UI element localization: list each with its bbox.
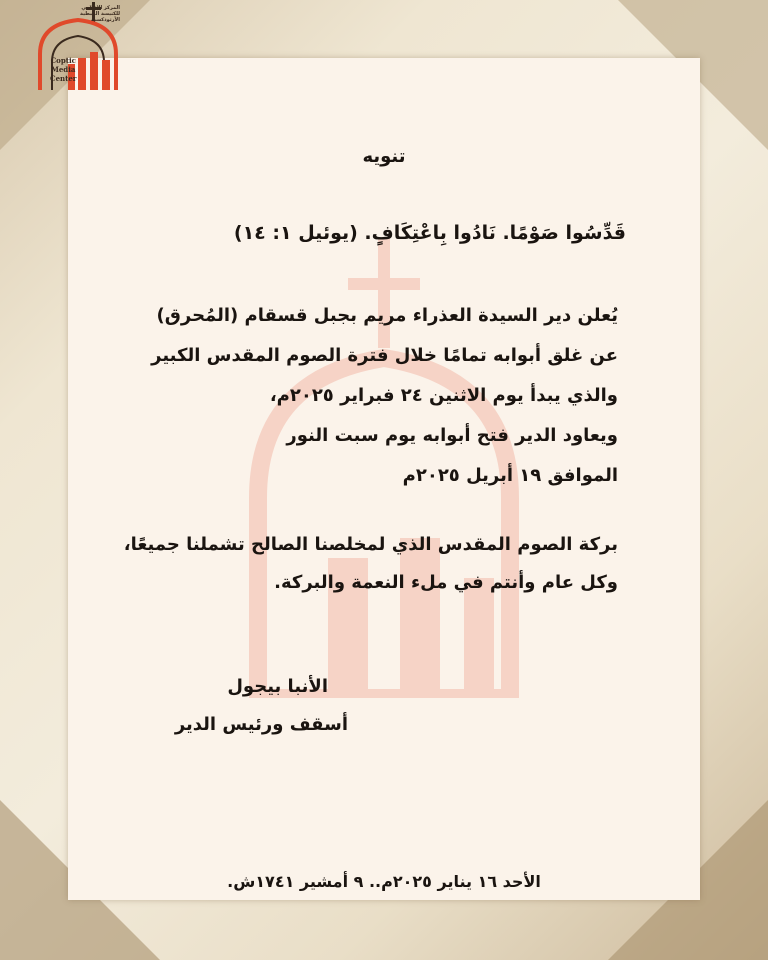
blessing-paragraph	[124, 526, 618, 602]
logo-name-line-1: Coptic	[50, 56, 76, 65]
blessing-line: بركة الصوم المقدس الذي لمخلصنا الصالح تشملنا جميعًا،	[123, 534, 618, 555]
body-line: والذي يبدأ يوم الاثنين ٢٤ فبراير ٢٠٢٥م،	[269, 385, 618, 406]
logo-org-line-1: المركز الإعلامي	[81, 5, 120, 11]
notice-title: تنويه	[362, 146, 406, 167]
signature-name: الأنبا بيجول	[227, 676, 328, 697]
body-line: ويعاود الدير فتح أبوابه يوم سبت النور	[286, 425, 618, 446]
blessing-line: وكل عام وأنتم في ملء النعمة والبركة.	[274, 572, 618, 593]
announcement-body	[151, 296, 618, 496]
logo-org-line-2: للكنيسة القبطية الأرثوذكسية	[80, 11, 120, 23]
logo-english-name	[50, 56, 77, 83]
body-line: عن غلق أبوابه تمامًا خلال فترة الصوم المقدس الكبير	[151, 345, 618, 366]
body-line: الموافق ١٩ أبريل ٢٠٢٥م	[402, 465, 618, 486]
logo-name-line-3: Center	[50, 74, 77, 83]
notice-date: الأحد ١٦ يناير ٢٠٢٥م.. ٩ أمشير ١٧٤١ش.	[227, 872, 541, 891]
logo-name-line-2: Media	[51, 65, 76, 74]
scripture-verse: قَدِّسُوا صَوْمًا. نَادُوا بِاعْتِكَافٍ. (يوئيل ١: ١٤)	[233, 222, 626, 244]
body-line: يُعلن دير السيدة العذراء مريم بجبل قسقام (المُحرق)	[156, 305, 618, 326]
signature-role: أسقف ورئيس الدير	[174, 714, 348, 735]
coptic-media-center-logo	[22, 2, 122, 94]
